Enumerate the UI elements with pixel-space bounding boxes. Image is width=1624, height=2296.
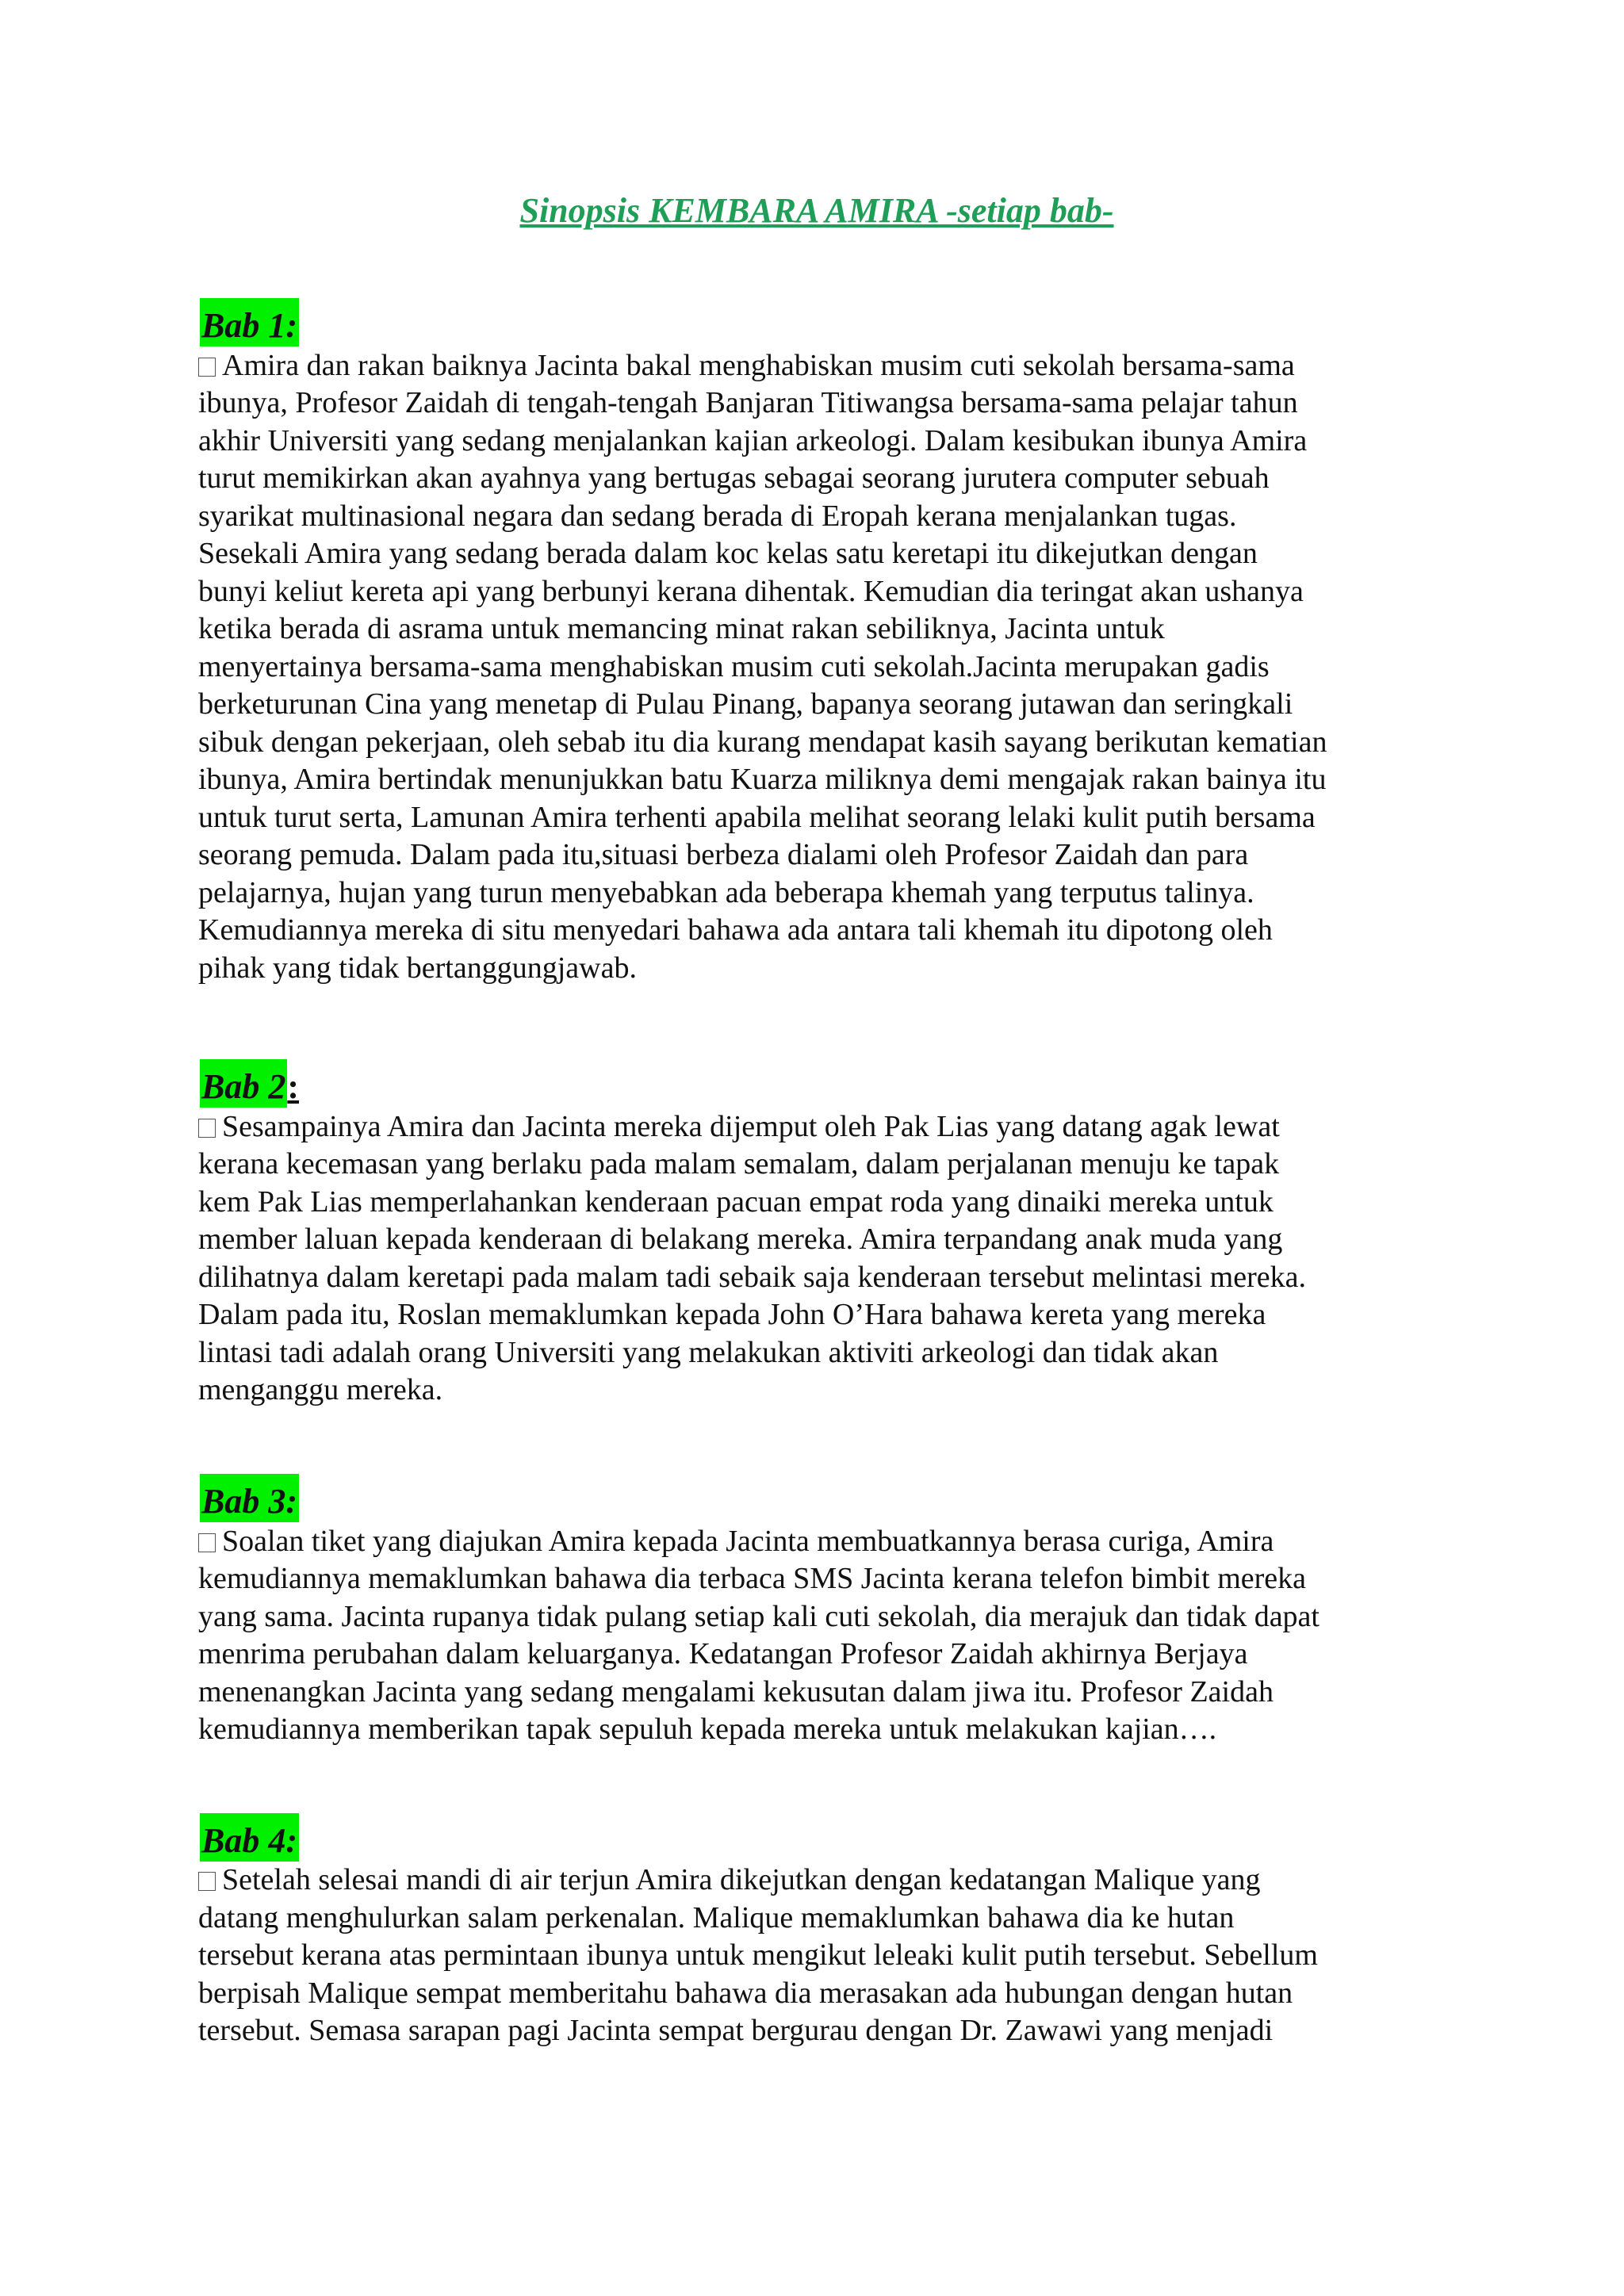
- paragraph-line: menrima perubahan dalam keluarganya. Kedatangan Profesor Zaidah akhirnya Berjaya: [198, 1637, 1248, 1671]
- chapter-paragraph-2: [198, 1108, 1435, 1410]
- bullet-box-icon: [198, 358, 216, 377]
- chapter-heading-colon: :: [287, 1067, 300, 1107]
- bullet-box-icon: [198, 1533, 216, 1552]
- paragraph-line: kemudiannya memaklumkan bahawa dia terbaca SMS Jacinta kerana telefon bimbit mereka: [198, 1562, 1307, 1596]
- paragraph-line: tersebut. Semasa sarapan pagi Jacinta sempat bergurau dengan Dr. Zawawi yang menjadi: [198, 2014, 1274, 2048]
- chapter-paragraph-3: [198, 1523, 1435, 1749]
- chapter-section-1: [198, 296, 1435, 987]
- chapter-heading-colon: :: [285, 1481, 298, 1521]
- chapter-heading-text: Bab 4: [201, 1820, 286, 1860]
- paragraph-line: kerana kecemasan yang berlaku pada malam semalam, dalam perjalanan menuju ke tapak: [198, 1147, 1280, 1181]
- chapter-paragraph-4: [198, 1862, 1435, 2050]
- chapter-heading-text: Bab 3: [201, 1481, 286, 1521]
- paragraph-line: yang sama. Jacinta rupanya tidak pulang setiap kali cuti sekolah, dia merajuk dan tidak dapat: [198, 1599, 1320, 1633]
- paragraph-line: sibuk dengan pekerjaan, oleh sebab itu dia kurang mendapat kasih sayang berikutan kematian: [198, 725, 1327, 759]
- chapter-heading-highlight: [200, 298, 299, 346]
- chapter-paragraph-1: [198, 347, 1435, 988]
- paragraph-line: Kemudiannya mereka di situ menyedari bahawa ada antara tali khemah itu dipotong oleh: [198, 913, 1273, 947]
- paragraph-line: seorang pemuda. Dalam pada itu,situasi berbeza dialami oleh Profesor Zaidah dan para: [198, 838, 1249, 872]
- paragraph-line: akhir Universiti yang sedang menjalankan kajian arkeologi. Dalam kesibukan ibunya Amira: [198, 423, 1308, 457]
- paragraph-line: menganggu mereka.: [198, 1373, 443, 1407]
- paragraph-line: ibunya, Profesor Zaidah di tengah-tengah Banjaran Titiwangsa bersama-sama pelajar tahun: [198, 386, 1298, 420]
- paragraph-line: turut memikirkan akan ayahnya yang bertugas sebagai seorang jurutera computer sebuah: [198, 461, 1270, 496]
- paragraph-line: berketurunan Cina yang menetap di Pulau Pinang, bapanya seorang jutawan dan seringkali: [198, 687, 1293, 721]
- paragraph-line: datang menghulurkan salam perkenalan. Malique memaklumkan bahawa dia ke hutan: [198, 1900, 1235, 1934]
- paragraph-line: kemudiannya memberikan tapak sepuluh kepada mereka untuk melakukan kajian….: [198, 1712, 1217, 1747]
- paragraph-line: ibunya, Amira bertindak menunjukkan batu Kuarza miliknya demi mengajak rakan bainya itu: [198, 763, 1327, 797]
- chapter-heading-4: [198, 1811, 301, 1862]
- paragraph-line: lintasi tadi adalah orang Universiti yang melakukan aktiviti arkeologi dan tidak akan: [198, 1335, 1219, 1369]
- paragraph-line: Dalam pada itu, Roslan memaklumkan kepada John O’Hara bahawa kereta yang mereka: [198, 1298, 1266, 1332]
- paragraph-line: Sesekali Amira yang sedang berada dalam koc kelas satu keretapi itu dikejutkan dengan: [198, 537, 1258, 571]
- paragraph-line: pihak yang tidak bertanggungjawab.: [198, 951, 637, 985]
- document-title: Sinopsis KEMBARA AMIRA -setiap bab-: [519, 191, 1114, 230]
- paragraph-line: Sesampainya Amira dan Jacinta mereka dijemput oleh Pak Lias yang datang agak lewat: [198, 1108, 1435, 1146]
- paragraph-line: menyertainya bersama-sama menghabiskan musim cuti sekolah.Jacinta merupakan gadis: [198, 649, 1270, 683]
- bullet-box-icon: [198, 1872, 216, 1891]
- chapter-heading-highlight: [200, 1059, 287, 1108]
- chapter-section-3: [198, 1471, 1435, 1749]
- paragraph-line: menenangkan Jacinta yang sedang mengalami kekusutan dalam jiwa itu. Profesor Zaidah: [198, 1674, 1274, 1709]
- chapter-heading-text: Bab 2: [201, 1067, 286, 1107]
- paragraph-line: ketika berada di asrama untuk memancing minat rakan sebiliknya, Jacinta untuk: [198, 612, 1165, 646]
- chapter-heading-colon: :: [285, 1820, 298, 1860]
- paragraph-line: untuk turut serta, Lamunan Amira terhenti apabila melihat seorang lelaki kulit putih bersama: [198, 800, 1316, 834]
- chapter-section-4: [198, 1811, 1435, 2050]
- chapter-heading-2: [198, 1057, 301, 1108]
- paragraph-line: kem Pak Lias memperlahankan kenderaan pacuan empat roda yang dinaiki mereka untuk: [198, 1184, 1274, 1219]
- paragraph-line: pelajarnya, hujan yang turun menyebabkan ada beberapa khemah yang terputus talinya.: [198, 875, 1254, 909]
- chapter-heading-highlight: [200, 1813, 299, 1862]
- paragraph-line: berpisah Malique sempat memberitahu bahawa dia merasakan ada hubungan dengan hutan: [198, 1976, 1293, 2010]
- bullet-box-icon: [198, 1119, 216, 1138]
- chapter-heading-1: [198, 296, 301, 347]
- paragraph-line: Soalan tiket yang diajukan Amira kepada Jacinta membuatkannya berasa curiga, Amira: [198, 1523, 1435, 1561]
- paragraph-line: Setelah selesai mandi di air terjun Amira dikejutkan dengan kedatangan Malique yang: [198, 1862, 1435, 1900]
- chapter-heading-highlight: [200, 1474, 299, 1522]
- paragraph-line: bunyi keliut kereta api yang berbunyi kerana dihentak. Kemudian dia teringat akan ushanya: [198, 574, 1304, 608]
- document-page: [198, 190, 1435, 2050]
- chapter-heading-3: [198, 1471, 301, 1523]
- paragraph-line: tersebut kerana atas permintaan ibunya untuk mengikut leleaki kulit putih tersebut. Sebellum: [198, 1938, 1318, 1973]
- chapter-section-2: [198, 1057, 1435, 1410]
- paragraph-line: dilihatnya dalam keretapi pada malam tadi sebaik saja kenderaan tersebut melintasi mereka.: [198, 1260, 1306, 1294]
- chapter-heading-colon: :: [285, 305, 298, 345]
- paragraph-line: syarikat multinasional negara dan sedang berada di Eropah kerana menjalankan tugas.: [198, 499, 1237, 533]
- paragraph-line: Amira dan rakan baiknya Jacinta bakal menghabiskan musim cuti sekolah bersama-sama: [198, 347, 1435, 385]
- chapter-heading-text: Bab 1: [201, 305, 286, 345]
- paragraph-line: member laluan kepada kenderaan di belakang mereka. Amira terpandang anak muda yang: [198, 1223, 1283, 1257]
